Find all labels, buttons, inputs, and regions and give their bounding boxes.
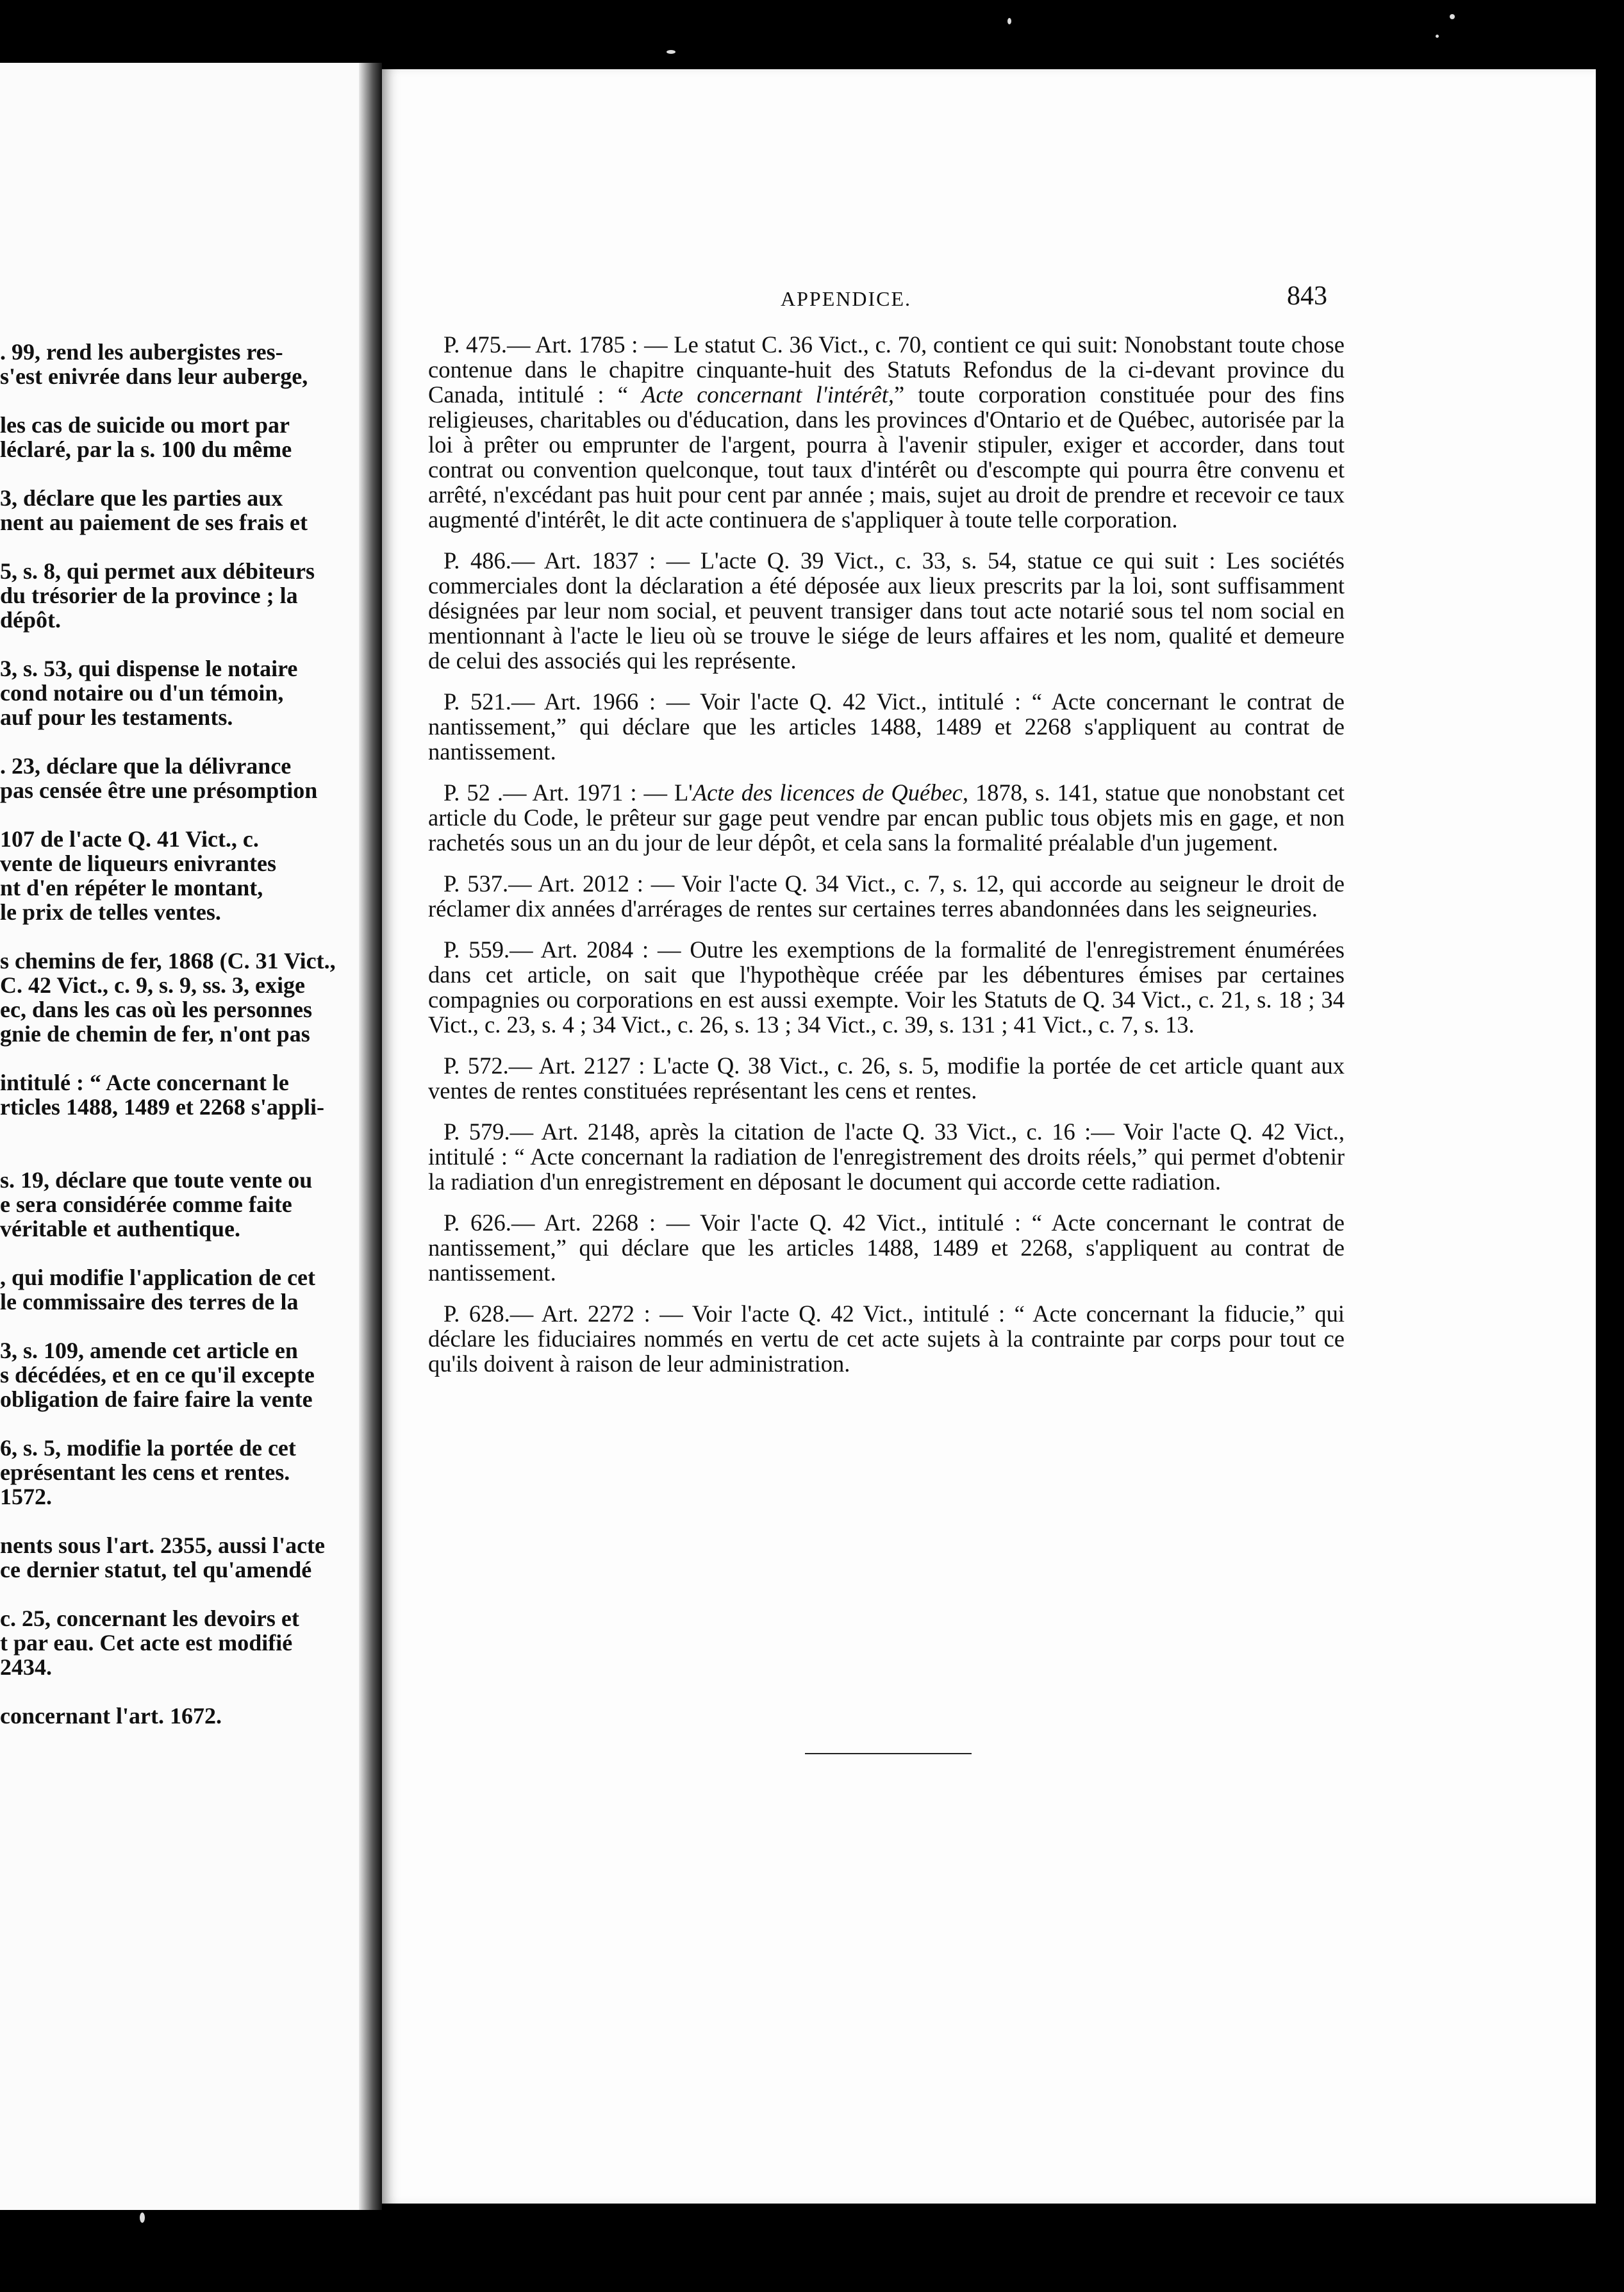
left-page-line: nt d'en répéter le montant, (0, 875, 263, 901)
left-page-line: eprésentant les cens et rentes. (0, 1459, 290, 1485)
left-page-line: obligation de faire faire la vente (0, 1386, 313, 1412)
entry-reference: P. 626.— Art. 2268 : — (443, 1209, 690, 1236)
entry-reference: P. 579.— Art. 2148, (443, 1118, 640, 1145)
left-page-line: s'est enivrée dans leur auberge, (0, 363, 308, 389)
appendix-entry (428, 1210, 1345, 1285)
page-number: 843 (1287, 281, 1327, 311)
left-page-line: gnie de chemin de fer, n'ont pas (0, 1021, 310, 1047)
appendix-entry (428, 1119, 1345, 1194)
entry-text: Voir l'acte Q. 42 Vict., intitulé : “ Acte concernant le contrat de nantissement,” qui déclare que les articles 1488, 1489 et 2268 s'appliquent au contrat de nantissement. (428, 688, 1345, 765)
left-page-line: s décédées, et en ce qu'il excepte (0, 1362, 315, 1388)
left-page-line: concernant l'art. 1672. (0, 1703, 222, 1729)
left-page-line: auf pour les testaments. (0, 704, 233, 730)
entry-reference: P. 486.— Art. 1837 : — (443, 547, 690, 574)
entry-text: Outre les exemptions de la formalité de l'enregistrement énumérées dans cet article, on sait que l'hypothèque créée par les débentures émises par certaines compagnies ou corporations en est aussi exempte. Voir les Statuts de Q. 34 Vict., c. 21, s. 18 ; 34 Vict., c. 23, s. 4 ; 34 Vict., c. 26, s. 13 ; 34 Vict., c. 39, s. 131 ; 41 Vict., c. 7, s. 13. (428, 936, 1345, 1038)
entry-italic: Acte des licences de Québec, (692, 779, 968, 806)
scan-speck (140, 2213, 145, 2223)
entry-text-after: ” toute corporation constituée pour des fins religieuses, charitables ou d'éducation, dans les provinces d'Ontario et de Québec, autorisée par la loi à prêter ou emprunter de l'argent, pourra à l'avenir stipuler, exiger et accorder, dans tout contrat ou convention quelconque, tout taux d'intérêt ou d'escompte qui pourra être convenu et arrêté, n'excédant pas huit pour cent par année ; mais, sujet au droit de prendre et recevoir ce taux augmenté d'intérêt, le dit acte continuera de s'appliquer à toute telle corporation. (428, 381, 1345, 533)
appendix-entry (428, 871, 1345, 921)
entry-italic: Acte concernant l'intérêt, (642, 381, 894, 408)
scan-speck (667, 50, 675, 54)
appendix-entry (428, 937, 1345, 1037)
left-page-line: 3, s. 109, amende cet article en (0, 1338, 298, 1363)
left-page-line: 1572. (0, 1484, 52, 1509)
appendix-entry (428, 332, 1345, 532)
left-page-line: dépôt. (0, 607, 62, 633)
left-page-line: pas censée être une présomption (0, 777, 318, 803)
left-page-line: . 23, déclare que la délivrance (0, 753, 292, 779)
entry-reference: P. 475.— Art. 1785 : — (443, 331, 668, 358)
entry-reference: P. 559.— Art. 2084 : — (443, 936, 681, 963)
entry-reference: P. 52 .— Art. 1971 : — (443, 779, 667, 806)
left-page-line: t par eau. Cet acte est modifié (0, 1630, 293, 1656)
left-page-line: ec, dans les cas où les personnes (0, 997, 313, 1022)
left-page-line: intitulé : “ Acte concernant le (0, 1070, 289, 1095)
left-page-line: cond notaire ou d'un témoin, (0, 680, 284, 706)
left-page-line: véritable et authentique. (0, 1216, 240, 1242)
entry-text: L' (674, 779, 693, 806)
left-page-line: vente de liqueurs enivrantes (0, 851, 276, 876)
left-page-line: 3, déclare que les parties aux (0, 485, 283, 511)
left-page-line: 2434. (0, 1654, 52, 1680)
left-page-line: léclaré, par la s. 100 du même (0, 436, 292, 462)
left-page-line: 3, s. 53, qui dispense le notaire (0, 656, 298, 681)
appendix-entry (428, 1053, 1345, 1103)
entry-text: L'acte Q. 38 Vict., c. 26, s. 5, modifie la portée de cet article quant aux ventes de rentes constituées représentant les cens et rentes. (428, 1052, 1345, 1104)
left-page-line: . 99, rend les aubergistes res- (0, 339, 283, 365)
left-page-line: 5, s. 8, qui permet aux débiteurs (0, 558, 315, 584)
left-page-line: le commissaire des terres de la (0, 1289, 299, 1315)
running-title: APPENDICE. (781, 287, 912, 310)
entry-text: L'acte Q. 39 Vict., c. 33, s. 54, statue ce qui suit : Les sociétés commerciales dont la déclaration a été déposée aux lieux prescrits par la loi, sont suffisamment désignées par leur nom social, et peuvent transiger dans tout acte notarié sous tel nom social en mentionnant à l'acte le lieu où se trouve le siége de leurs affaires et les nom, qualité et demeure de celui des associés qui les représente. (428, 547, 1345, 674)
entry-reference: P. 628.— Art. 2272 : — (443, 1300, 683, 1327)
left-page-line: e sera considérée comme faite (0, 1192, 292, 1217)
left-page-line: C. 42 Vict., c. 9, s. 9, ss. 3, exige (0, 972, 305, 998)
left-page-line: 6, s. 5, modifie la portée de cet (0, 1435, 296, 1461)
main-page (382, 69, 1596, 2204)
scan-speck (1007, 18, 1011, 24)
left-page-line: nents sous l'art. 2355, aussi l'acte (0, 1532, 326, 1558)
book-gutter (359, 63, 382, 2210)
left-page-line: s. 19, déclare que toute vente ou (0, 1167, 313, 1193)
appendix-entry (428, 1301, 1345, 1376)
appendix-entry (428, 548, 1345, 673)
left-page-line: c. 25, concernant les devoirs et (0, 1606, 299, 1631)
entry-reference: P. 572.— Art. 2127 : (443, 1052, 645, 1079)
entry-text: Le statut C. 36 Vict., c. 70, contient ce qui suit: Nonobstant toute chose contenue dans le chapitre cinquante-huit des Statuts Refondus de la ci-devant province du Canada, intitulé : “ (428, 331, 1345, 408)
section-divider (805, 1753, 972, 1754)
appendix-body (428, 332, 1345, 1392)
entry-text: Voir l'acte Q. 34 Vict., c. 7, s. 12, qui accorde au seigneur le droit de réclamer dix années d'arrérages de rentes sur certaines terres abandonnées dans les seigneuries. (428, 870, 1345, 922)
entry-text: Voir l'acte Q. 42 Vict., intitulé : “ Acte concernant le contrat de nantissement,” qui déclare que les articles 1488, 1489 et 2268, s'appliquent au contrat de nantissement. (428, 1209, 1345, 1286)
left-page-line: du trésorier de la province ; la (0, 583, 298, 608)
scan-speck (1436, 35, 1439, 38)
left-page-line: rticles 1488, 1489 et 2268 s'appli- (0, 1094, 324, 1120)
running-head (382, 281, 1596, 319)
left-page-line: les cas de suicide ou mort par (0, 412, 290, 438)
left-page-line: le prix de telles ventes. (0, 899, 221, 925)
left-page-line: ce dernier statut, tel qu'amendé (0, 1557, 312, 1582)
left-page-line: nent au paiement de ses frais et (0, 510, 308, 535)
entry-reference: P. 537.— Art. 2012 : — (443, 870, 675, 897)
scan-speck (1450, 14, 1455, 19)
entry-text: Voir l'acte Q. 42 Vict., intitulé : “ Acte concernant la fiducie,” qui déclare les fiduciaires nommés en vertu de cet acte sujets à la contrainte par corps pour tout ce qu'ils doivent à raison de leur administration. (428, 1300, 1345, 1377)
entry-text: après la citation de l'acte Q. 33 Vict., c. 16 :— Voir l'acte Q. 42 Vict., intitulé : “ Acte concernant la radiation de l'enregistrement des droits réels,” qui permet d'obtenir la radiation d'un enregistrement en déposant le document qui accorde cette radiation. (428, 1118, 1345, 1195)
left-page-line: s chemins de fer, 1868 (C. 31 Vict., (0, 948, 336, 974)
entry-reference: P. 521.— Art. 1966 : — (443, 688, 690, 715)
left-page (0, 63, 370, 2210)
left-page-line: , qui modifie l'application de cet (0, 1265, 316, 1290)
appendix-entry (428, 780, 1345, 855)
appendix-entry (428, 689, 1345, 764)
left-page-line: 107 de l'acte Q. 41 Vict., c. (0, 826, 259, 852)
entry-text-after: 1878, s. 141, statue que nonobstant cet article du Code, le prêteur sur gage peut vendre par encan public tous objets mis en gage, et non rachetés sous un an du jour de leur dépôt, et cela sans la formalité préalable d'un jugement. (428, 779, 1345, 856)
